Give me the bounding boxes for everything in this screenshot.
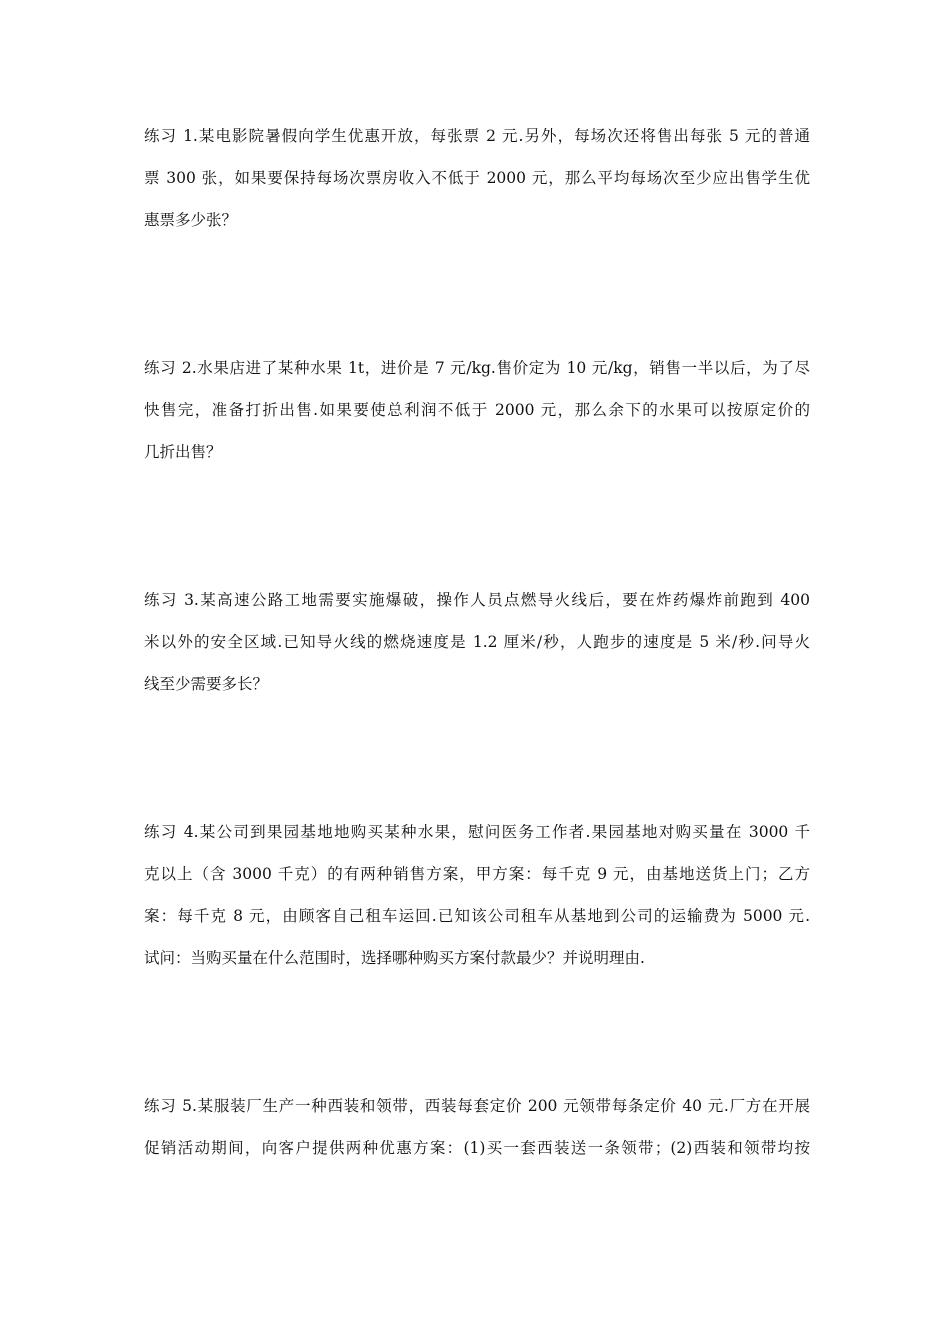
exercise-1-line-2: 票 300 张，如果要保持每场次票房收入不低于 2000 元，那么平均每场次至少应出售学生优 <box>144 169 810 187</box>
exercise-2-line-2: 快售完，准备打折出售.如果要使总利润不低于 2000 元，那么余下的水果可以按原定价的 <box>144 401 810 419</box>
exercise-5-line-2: 促销活动期间，向客户提供两种优惠方案：(1)买一套西装送一条领带；(2)西装和领带均按 <box>144 1139 810 1157</box>
exercise-2-line-1: 练习 2.水果店进了某种水果 1t，进价是 7 元/kg.售价定为 10 元/kg，销售一半以后，为了尽 <box>144 359 810 377</box>
exercise-3-line-3: 线至少需要多长？ <box>144 675 269 693</box>
exercise-1-line-3: 惠票多少张？ <box>144 211 238 229</box>
exercise-3-line-1: 练习 3.某高速公路工地需要实施爆破，操作人员点燃导火线后，要在炸药爆炸前跑到 400 <box>144 591 810 609</box>
exercise-2-line-3: 几折出售？ <box>144 443 222 461</box>
exercise-4-line-1: 练习 4.某公司到果园基地地购买某种水果，慰问医务工作者.果园基地对购买量在 3000 千 <box>144 823 810 841</box>
exercise-4-line-2: 克以上（含 3000 千克）的有两种销售方案，甲方案：每千克 9 元，由基地送货上门；乙方 <box>144 865 810 883</box>
exercise-4-line-4: 试问：当购买量在什么范围时，选择哪种购买方案付款最少？并说明理由. <box>144 949 645 967</box>
exercise-4-line-3: 案：每千克 8 元，由顾客自己租车运回.已知该公司租车从基地到公司的运输费为 5000 元. <box>144 907 810 925</box>
exercise-3-line-2: 米以外的安全区域.已知导火线的燃烧速度是 1.2 厘米/秒，人跑步的速度是 5 米/秒.问导火 <box>144 633 810 651</box>
exercise-5-line-1: 练习 5.某服装厂生产一种西装和领带，西装每套定价 200 元领带每条定价 40 元.厂方在开展 <box>144 1097 810 1115</box>
exercise-1-line-1: 练习 1.某电影院暑假向学生优惠开放，每张票 2 元.另外，每场次还将售出每张 5 元的普通 <box>144 127 810 145</box>
